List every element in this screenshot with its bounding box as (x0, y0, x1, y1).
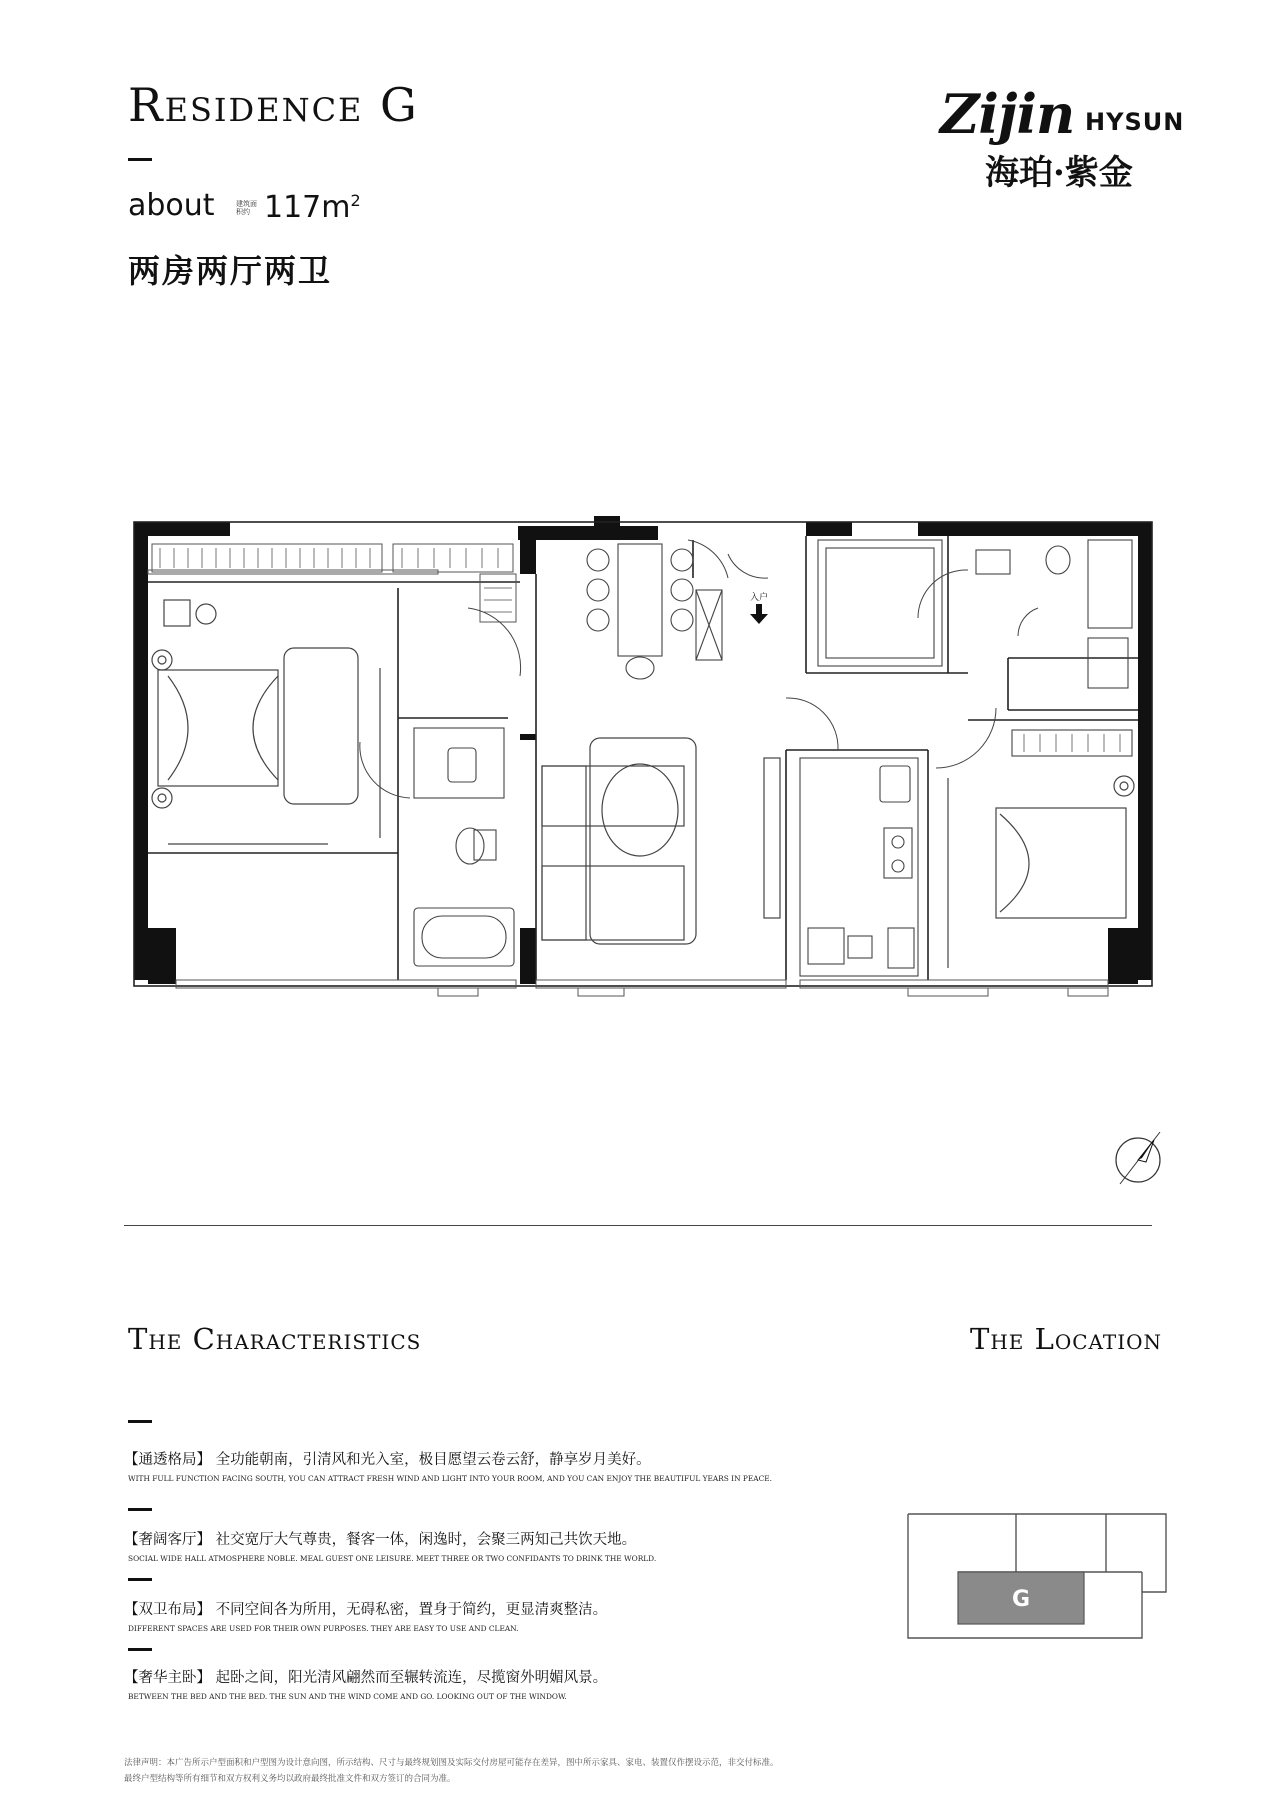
floor-plan (128, 508, 1158, 998)
item-divider (128, 1508, 152, 1511)
item-divider (128, 1420, 152, 1423)
compass-icon (1112, 1128, 1166, 1188)
area-value (264, 190, 361, 225)
characteristics-heading: The Characteristics (128, 1322, 422, 1356)
item-divider (128, 1578, 152, 1581)
characteristic-cn: 【双卫布局】 不同空间各为所用，无碍私密，置身于简约，更显清爽整洁。 (124, 1602, 608, 1618)
unit-g-label: G (1011, 1587, 1031, 1612)
area-unit-sup: 2 (350, 191, 361, 210)
location-heading: The Location (970, 1322, 1163, 1356)
characteristic-cn: 【奢阔客厅】 社交宽厅大气尊贵，餐客一体，闲逸时，会聚三两知己共饮天地。 (124, 1532, 637, 1548)
characteristic-en: WITH FULL FUNCTION FACING SOUTH, YOU CAN ATTRACT FRESH WIND AND LIGHT INTO YOUR ROOM, AND YOU CAN ENJOY THE BEAUTIFUL YEARS IN PEACE. (128, 1474, 772, 1483)
entry-arrow-icon (750, 591, 768, 624)
location-site-plan (906, 1512, 1168, 1642)
layout-description: 两房两厅两卫 (128, 252, 333, 290)
area-number: 117m (264, 190, 351, 225)
entry-label: 入户 (750, 593, 769, 603)
area-caption: 建筑面积约 (236, 200, 257, 216)
area-about-label: about (128, 188, 215, 223)
characteristic-en: SOCIAL WIDE HALL ATMOSPHERE NOBLE. MEAL GUEST ONE LEISURE. MEET THREE OR TWO CONFIDANTS TO DRINK THE WORLD. (128, 1554, 657, 1563)
brand-name-cn: 海珀·紫金 (985, 153, 1133, 193)
disclaimer-line: 法律声明：本广告所示户型面积和户型图为设计意向图，所示结构、尺寸与最终规划图及实际交付房屋可能存在差异，图中所示家具、家电、装置仅作摆设示范，非交付标准。 (124, 1758, 779, 1768)
item-divider (128, 1648, 152, 1651)
brand-wordmark: Zijin (940, 82, 1075, 146)
brand-name-en: HYSUN (1085, 108, 1185, 136)
disclaimer-line: 最终户型结构等所有细节和双方权利义务均以政府最终批准文件和双方签订的合同为准。 (124, 1774, 456, 1784)
characteristic-cn: 【通透格局】 全功能朝南，引清风和光入室，极目愿望云卷云舒，静享岁月美好。 (124, 1452, 651, 1468)
characteristic-en: BETWEEN THE BED AND THE BED. THE SUN AND THE WIND COME AND GO. LOOKING OUT OF THE WINDOW. (128, 1692, 567, 1701)
title-divider (128, 158, 152, 161)
characteristic-cn: 【奢华主卧】 起卧之间，阳光清风翩然而至辗转流连，尽揽窗外明媚风景。 (124, 1670, 608, 1686)
page-title: Residence G (128, 78, 419, 132)
section-divider (124, 1225, 1152, 1226)
characteristic-en: DIFFERENT SPACES ARE USED FOR THEIR OWN PURPOSES. THEY ARE EASY TO USE AND CLEAN. (128, 1624, 519, 1633)
